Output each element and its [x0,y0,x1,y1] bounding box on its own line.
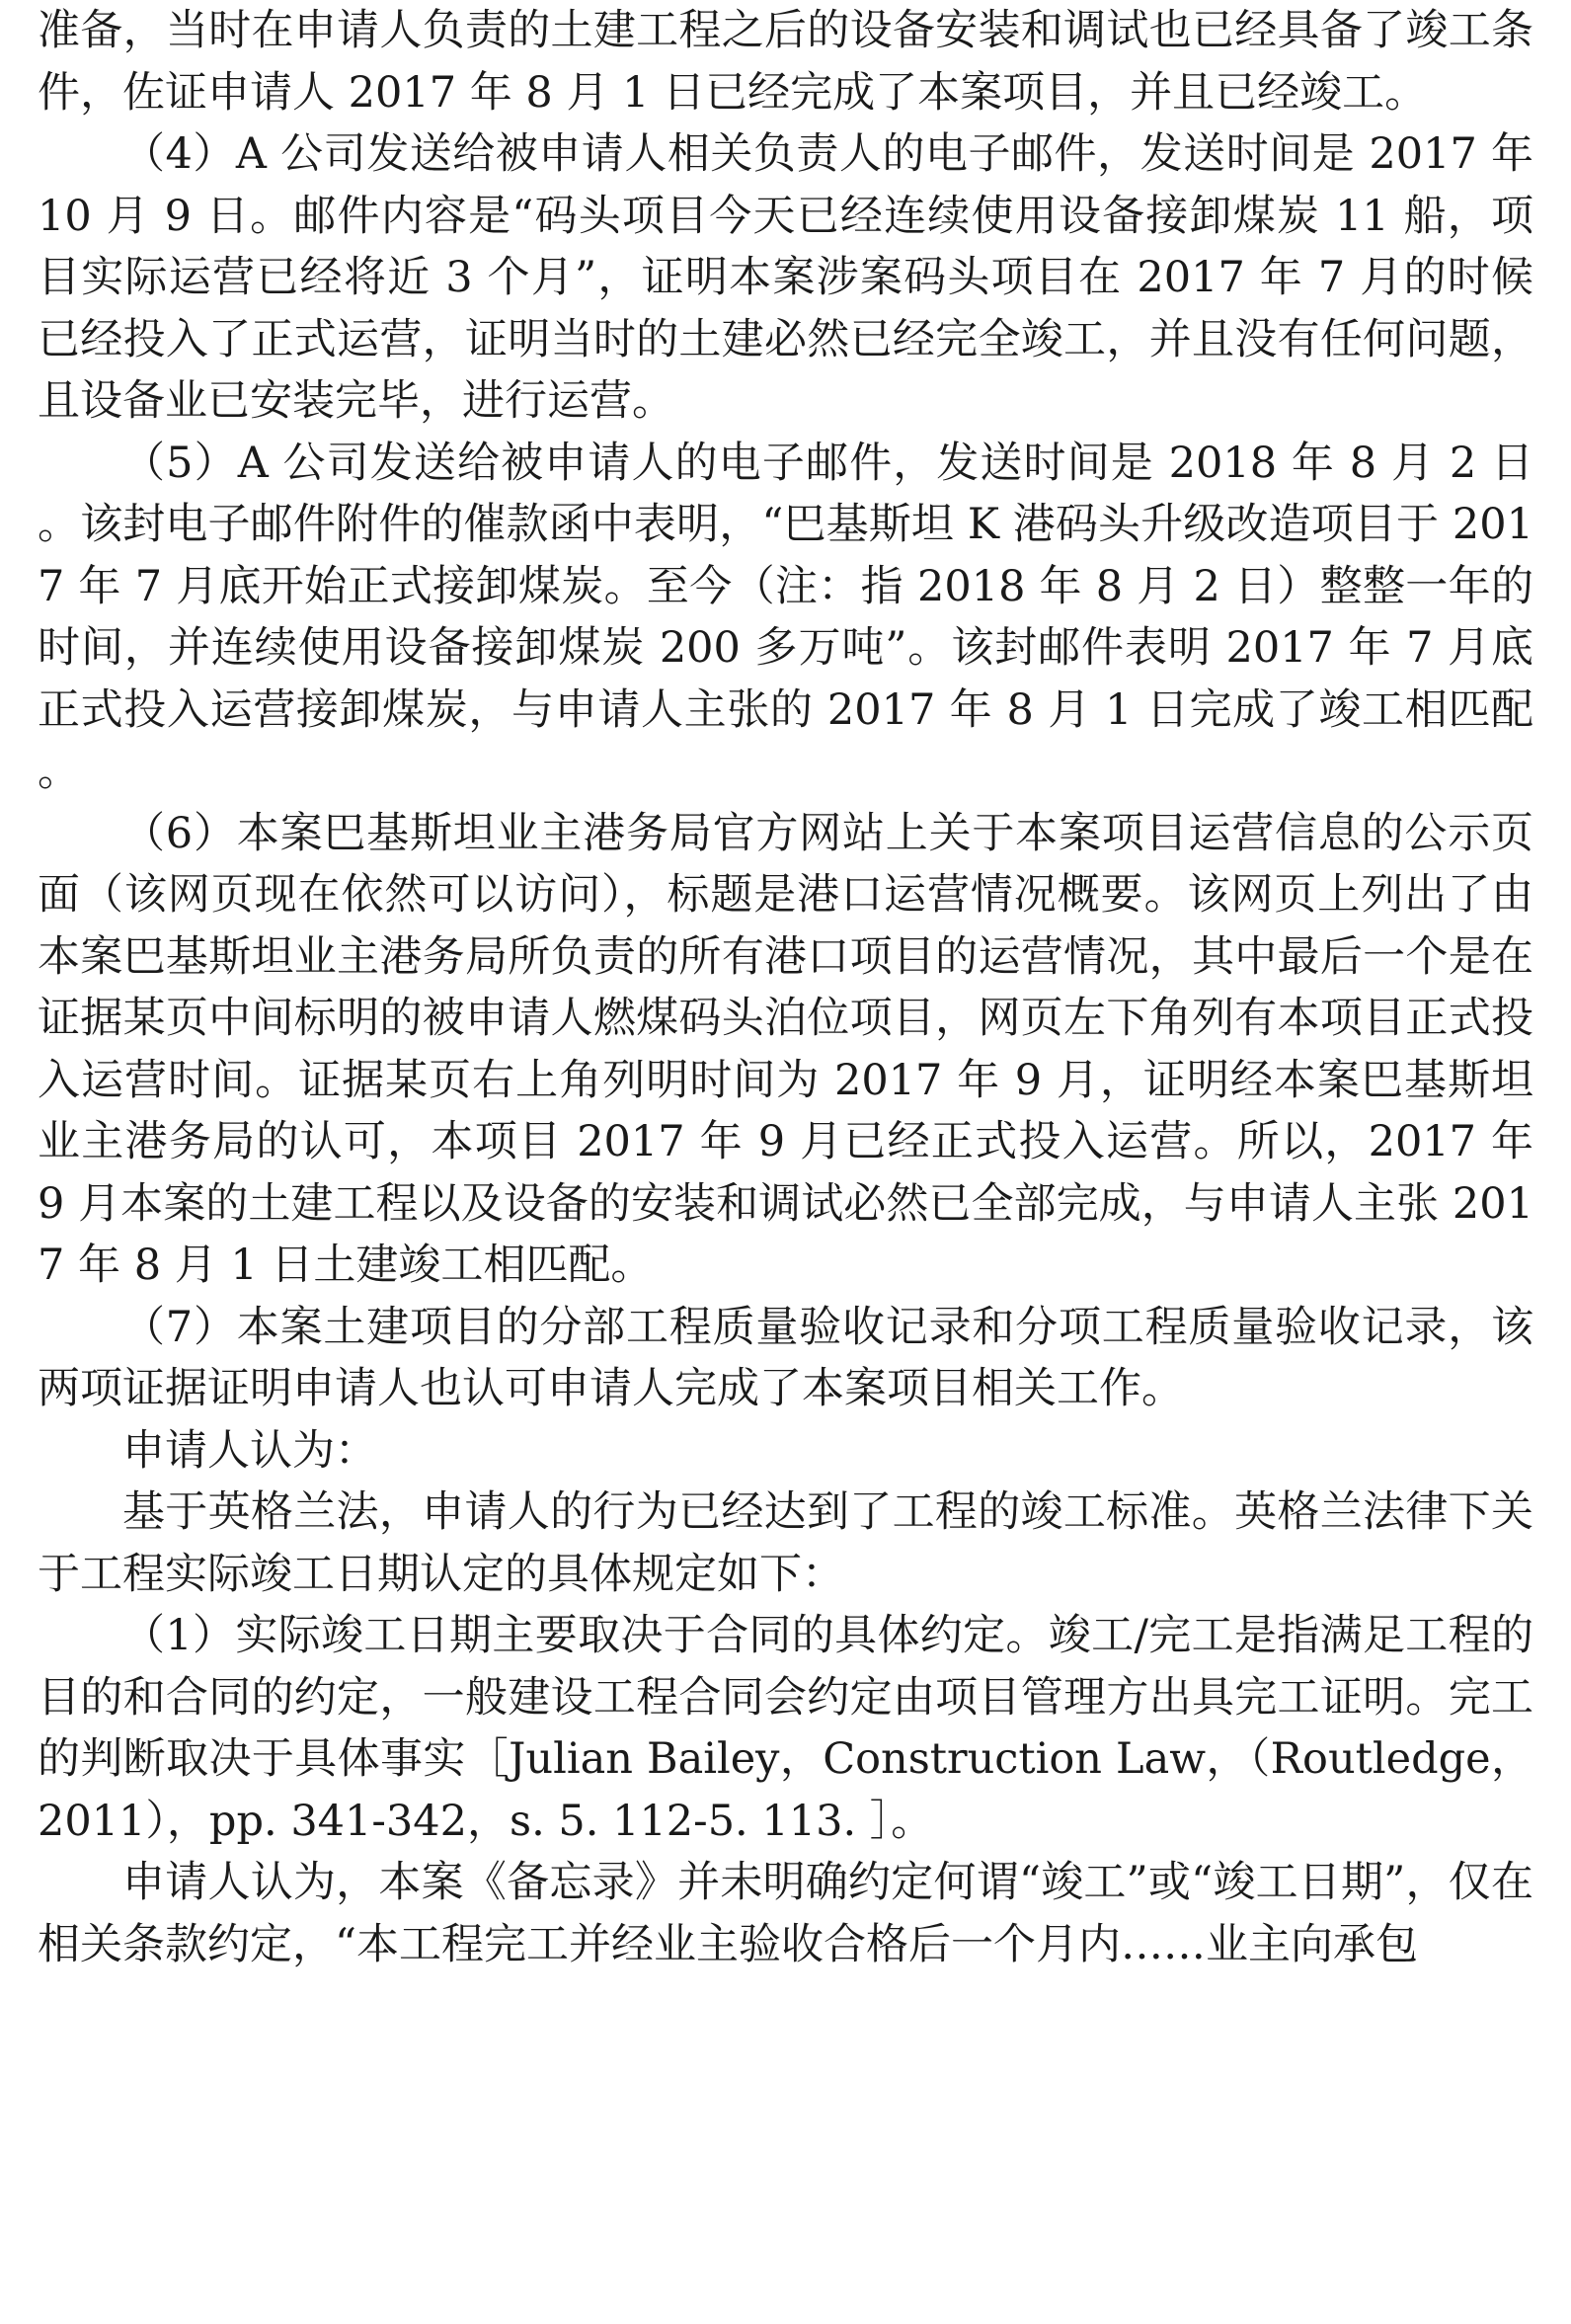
paragraph-rule-1: （1）实际竣工日期主要取决于合同的具体约定。竣工/完工是指满足工程的目的和合同的约定，一般建设工程合同会约定由项目管理方出具完工证明。完工的判断取决于具体事实［Julian Bailey，Construction Law，（Routledge，2011），pp. 341-342，s. 5. 112-5. 113. ］。 [38,1611,1533,1846]
paragraph-evidence-5: （5）A 公司发送给被申请人的电子邮件，发送时间是 2018 年 8 月 2 日。该封电子邮件附件的催款函中表明，“巴基斯坦 K 港码头升级改造项目于 2017 年 7 月底开始正式接卸煤炭。至今（注：指 2018 年 8 月 2 日）整整一年的时间，并连续使用设备接卸煤炭 200 多万吨”。该封邮件表明 2017 年 7 月底正式投入运营接卸煤炭，与申请人主张的 2017 年 8 月 1 日完成了竣工相匹配。 [38,438,1533,796]
paragraph-evidence-4: （4）A 公司发送给被申请人相关负责人的电子邮件，发送时间是 2017 年 10 月 9 日。邮件内容是“码头项目今天已经连续使用设备接卸煤炭 11 船，项目实际运营已经将近 3 个月”，证明本案涉案码头项目在 2017 年 7 月的时候已经投入了正式运营，证明当时的土建必然已经完全竣工，并且没有任何问题，且设备业已安装完毕，进行运营。 [38,129,1533,426]
paragraph-memorandum-analysis: 申请人认为，本案《备忘录》并未明确约定何谓“竣工”或“竣工日期”，仅在相关条款约定，“本工程完工并经业主验收合格后一个月内……业主向承包 [38,1858,1533,1969]
paragraph-evidence-6: （6）本案巴基斯坦业主港务局官方网站上关于本案项目运营信息的公示页面（该网页现在依然可以访问），标题是港口运营情况概要。该网页上列出了由本案巴基斯坦业主港务局所负责的所有港口项目的运营情况，其中最后一个是在证据某页中间标明的被申请人燃煤码头泊位项目，网页左下角列有本项目正式投入运营时间。证据某页右上角列明时间为 2017 年 9 月，证明经本案巴基斯坦业主港务局的认可，本项目 2017 年 9 月已经正式投入运营。所以，2017 年 9 月本案的土建工程以及设备的安装和调试必然已全部完成，与申请人主张 2017 年 8 月 1 日土建竣工相匹配。 [38,808,1533,1290]
paragraph-claimant-opinion-heading: 申请人认为： [122,1425,377,1476]
document-page [38,0,1533,1975]
paragraph-english-law-intro: 基于英格兰法，申请人的行为已经达到了工程的竣工标准。英格兰法律下关于工程实际竣工日期认定的具体规定如下： [38,1487,1533,1599]
paragraph-evidence-7: （7）本案土建项目的分部工程质量验收记录和分项工程质量验收记录，该两项证据证明申请人也认可申请人完成了本案项目相关工作。 [38,1302,1533,1413]
paragraph-continuation: 准备，当时在申请人负责的土建工程之后的设备安装和调试也已经具备了竣工条件，佐证申请人 2017 年 8 月 1 日已经完成了本案项目，并且已经竣工。 [38,6,1533,118]
